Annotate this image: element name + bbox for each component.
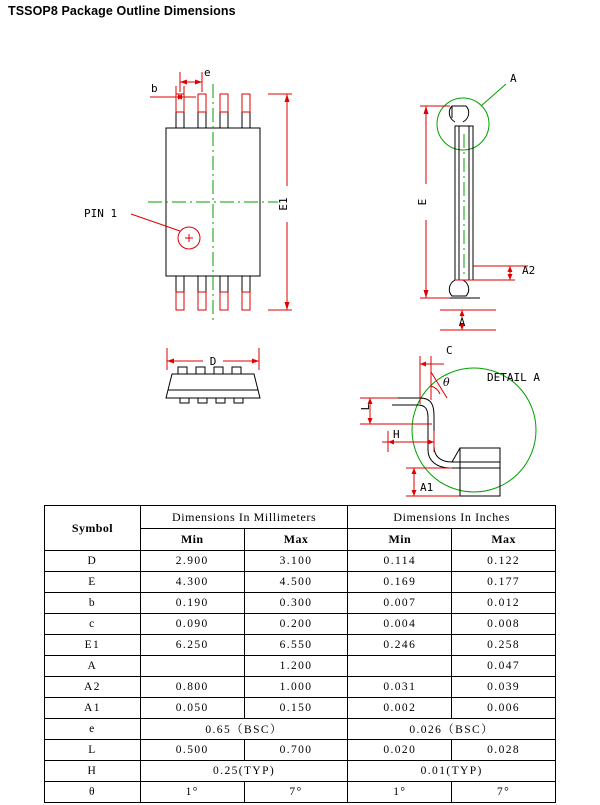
cell-inches-max: 0.258 bbox=[452, 635, 556, 656]
header-mm-min: Min bbox=[140, 529, 244, 551]
cell-mm-max: 0.700 bbox=[244, 740, 348, 761]
front-view-d-label: D bbox=[209, 355, 217, 368]
detail-a-l-label: L bbox=[359, 403, 372, 411]
cell-inches-min: 0.007 bbox=[348, 593, 452, 614]
cell-mm-span: 0.65（BSC） bbox=[140, 719, 348, 740]
cell-mm-max: 4.500 bbox=[244, 572, 348, 593]
side-view-callout-label: A bbox=[510, 72, 517, 85]
top-view-e1-label: E1 bbox=[277, 197, 290, 211]
cell-inches-min: 0.114 bbox=[348, 551, 452, 572]
cell-symbol: A1 bbox=[45, 698, 141, 719]
table-row bbox=[45, 656, 556, 677]
cell-inches-min: 0.004 bbox=[348, 614, 452, 635]
cell-mm-max: 6.550 bbox=[244, 635, 348, 656]
cell-inches-max: 0.122 bbox=[452, 551, 556, 572]
detail-a-c-label: C bbox=[446, 344, 453, 357]
cell-inches-max: 0.028 bbox=[452, 740, 556, 761]
page-title: TSSOP8 Package Outline Dimensions bbox=[8, 4, 236, 18]
table-row bbox=[45, 782, 556, 803]
cell-inches-span: 0.01(TYP) bbox=[348, 761, 556, 782]
top-view-drawing bbox=[84, 66, 292, 320]
cell-inches-min: 0.031 bbox=[348, 677, 452, 698]
cell-mm-max: 0.150 bbox=[244, 698, 348, 719]
cell-inches-min: 0.169 bbox=[348, 572, 452, 593]
cell-symbol: c bbox=[45, 614, 141, 635]
cell-mm-max: 1.200 bbox=[244, 656, 348, 677]
cell-mm-max: 3.100 bbox=[244, 551, 348, 572]
header-in-min: Min bbox=[348, 529, 452, 551]
cell-symbol: b bbox=[45, 593, 141, 614]
side-view-a-label: A bbox=[458, 316, 466, 329]
table-row bbox=[45, 614, 556, 635]
cell-inches-max: 0.012 bbox=[452, 593, 556, 614]
cell-symbol: D bbox=[45, 551, 141, 572]
dimensions-table bbox=[44, 505, 556, 803]
detail-a-drawing bbox=[359, 344, 540, 496]
table-row bbox=[45, 740, 556, 761]
table-row bbox=[45, 572, 556, 593]
detail-a-theta-label: θ bbox=[443, 376, 450, 389]
cell-mm-min: 4.300 bbox=[140, 572, 244, 593]
cell-symbol: e bbox=[45, 719, 141, 740]
side-view-e-label: E bbox=[416, 198, 429, 206]
cell-inches-max: 0.177 bbox=[452, 572, 556, 593]
cell-mm-span: 0.25(TYP) bbox=[140, 761, 348, 782]
cell-symbol: E bbox=[45, 572, 141, 593]
cell-inches-min bbox=[348, 656, 452, 677]
header-in-max: Max bbox=[452, 529, 556, 551]
detail-a-label: DETAIL A bbox=[487, 371, 540, 384]
cell-inches-min: 0.246 bbox=[348, 635, 452, 656]
cell-inches-min: 1° bbox=[348, 782, 452, 803]
cell-mm-min: 0.090 bbox=[140, 614, 244, 635]
cell-inches-max: 0.047 bbox=[452, 656, 556, 677]
drawings-area bbox=[0, 26, 600, 498]
cell-symbol: E1 bbox=[45, 635, 141, 656]
side-view-a2-label: A2 bbox=[522, 264, 536, 277]
top-view-pin1-label: PIN 1 bbox=[84, 207, 118, 220]
cell-mm-max: 1.000 bbox=[244, 677, 348, 698]
cell-symbol: A bbox=[45, 656, 141, 677]
table-row bbox=[45, 551, 556, 572]
cell-symbol: H bbox=[45, 761, 141, 782]
table-row bbox=[45, 593, 556, 614]
table-row bbox=[45, 635, 556, 656]
cell-inches-max: 0.039 bbox=[452, 677, 556, 698]
cell-inches-max: 0.008 bbox=[452, 614, 556, 635]
front-view-drawing bbox=[166, 348, 260, 403]
cell-inches-max: 7° bbox=[452, 782, 556, 803]
table-row bbox=[45, 698, 556, 719]
cell-symbol: A2 bbox=[45, 677, 141, 698]
cell-symbol: L bbox=[45, 740, 141, 761]
detail-a-h-label: H bbox=[393, 428, 400, 441]
dimensions-table-wrapper bbox=[44, 505, 556, 803]
cell-mm-min: 0.500 bbox=[140, 740, 244, 761]
cell-mm-min: 6.250 bbox=[140, 635, 244, 656]
cell-mm-min: 0.190 bbox=[140, 593, 244, 614]
top-view-e-label: e bbox=[204, 66, 211, 79]
cell-inches-min: 0.002 bbox=[348, 698, 452, 719]
header-group-mm: Dimensions In Millimeters bbox=[140, 506, 348, 529]
detail-a-a1-label: A1 bbox=[420, 481, 434, 494]
cell-mm-max: 0.300 bbox=[244, 593, 348, 614]
cell-mm-min: 1° bbox=[140, 782, 244, 803]
table-header-group-row bbox=[45, 506, 556, 529]
header-group-inches: Dimensions In Inches bbox=[348, 506, 556, 529]
cell-mm-max: 7° bbox=[244, 782, 348, 803]
cell-mm-min bbox=[140, 656, 244, 677]
cell-mm-min: 0.800 bbox=[140, 677, 244, 698]
top-view-b-label: b bbox=[151, 82, 158, 95]
cell-inches-max: 0.006 bbox=[452, 698, 556, 719]
cell-symbol: θ bbox=[45, 782, 141, 803]
table-row bbox=[45, 761, 556, 782]
cell-inches-min: 0.020 bbox=[348, 740, 452, 761]
cell-mm-min: 0.050 bbox=[140, 698, 244, 719]
table-row bbox=[45, 677, 556, 698]
table-row bbox=[45, 719, 556, 740]
cell-mm-max: 0.200 bbox=[244, 614, 348, 635]
cell-inches-span: 0.026（BSC） bbox=[348, 719, 556, 740]
side-view-drawing bbox=[416, 72, 535, 330]
header-mm-max: Max bbox=[244, 529, 348, 551]
cell-mm-min: 2.900 bbox=[140, 551, 244, 572]
header-symbol: Symbol bbox=[45, 506, 141, 551]
dimensions-table-body bbox=[45, 551, 556, 803]
